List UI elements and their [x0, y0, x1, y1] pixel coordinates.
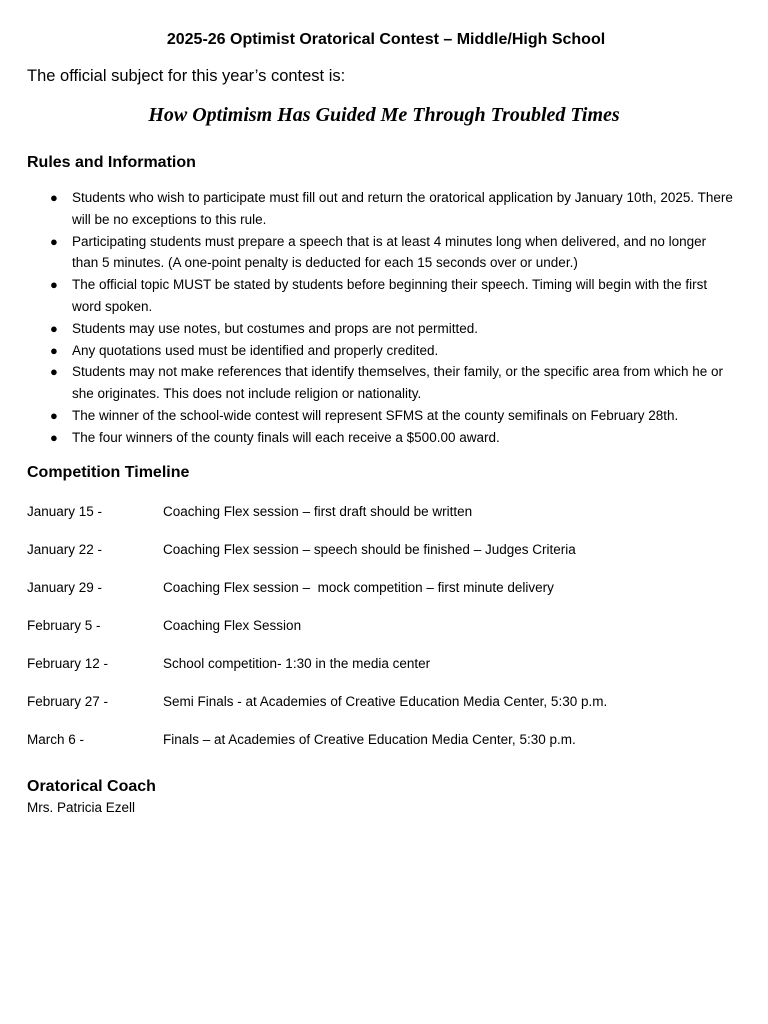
rule-item — [50, 231, 741, 275]
bullet-icon: ● — [50, 342, 58, 358]
timeline-date: January 22 - — [27, 541, 103, 557]
rule-item — [50, 405, 741, 427]
rule-text: Any quotations used must be identified and properly credited. — [72, 342, 439, 358]
rule-text: The winner of the school-wide contest will represent SFMS at the county semifinals on February 28th. — [72, 407, 679, 423]
rule-text: Students may use notes, but costumes and props are not permitted. — [72, 320, 478, 336]
intro-text: The official subject for this year’s contest is: — [27, 67, 346, 85]
document-title: 2025-26 Optimist Oratorical Contest – Middle/High School — [166, 31, 606, 48]
timeline-date: February 5 - — [27, 617, 101, 633]
rules-heading: Rules and Information — [27, 154, 196, 171]
timeline-description: Coaching Flex Session — [163, 617, 302, 633]
rule-item — [50, 187, 741, 231]
contest-subject: How Optimism Has Guided Me Through Troubled Times — [148, 104, 620, 126]
timeline-description: Semi Finals - at Academies of Creative Education Media Center, 5:30 p.m. — [163, 693, 608, 709]
rule-text: The official topic MUST be stated by students before beginning their speech. Timing will begin with the first word spoken. — [72, 277, 708, 314]
timeline-row — [27, 730, 741, 768]
rule-text: The four winners of the county finals will each receive a $500.00 award. — [72, 429, 500, 445]
rule-text: Students who wish to participate must fill out and return the oratorical application by January 10th, 2025. There will be no exceptions to this rule. — [72, 190, 733, 227]
timeline-date: February 12 - — [27, 655, 109, 671]
timeline-description: Coaching Flex session – first draft should be written — [163, 503, 473, 519]
timeline-row — [27, 616, 741, 654]
timeline-date: March 6 - — [27, 731, 85, 747]
rule-text: Participating students must prepare a speech that is at least 4 minutes long when delivered, and no longer than 5 minutes. (A one-point penalty is deducted for each 15 seconds over or under.) — [72, 233, 707, 271]
coach-name: Mrs. Patricia Ezell — [27, 799, 136, 815]
timeline-description: Coaching Flex session – speech should be finished – Judges Criteria — [163, 541, 576, 557]
timeline-date: February 27 - — [27, 693, 109, 709]
timeline-list — [27, 502, 741, 768]
bullet-icon: ● — [50, 320, 58, 336]
timeline-description: School competition- 1:30 in the media center — [163, 655, 431, 671]
rules-list — [27, 187, 741, 449]
coach-heading: Oratorical Coach — [27, 777, 156, 795]
bullet-icon: ● — [50, 429, 58, 445]
rule-item — [50, 274, 741, 318]
bullet-icon: ● — [50, 407, 58, 423]
timeline-description: Finals – at Academies of Creative Education Media Center, 5:30 p.m. — [163, 731, 576, 747]
timeline-row — [27, 540, 741, 578]
timeline-row — [27, 692, 741, 730]
timeline-heading: Competition Timeline — [27, 463, 190, 481]
rule-text: Students may not make references that identify themselves, their family, or the specific area from which he or she originates. This does not include religion or nationality. — [72, 364, 724, 402]
rule-item — [50, 361, 741, 405]
timeline-row — [27, 654, 741, 692]
timeline-row — [27, 578, 741, 616]
timeline-date: January 15 - — [27, 503, 103, 519]
timeline-description: Coaching Flex session – mock competition – first minute delivery — [163, 579, 554, 595]
bullet-icon: ● — [50, 233, 58, 249]
bullet-icon: ● — [50, 277, 58, 293]
bullet-icon: ● — [50, 190, 58, 205]
bullet-icon: ● — [50, 364, 58, 380]
timeline-date: January 29 - — [27, 579, 103, 595]
rule-item — [50, 318, 741, 340]
timeline-row — [27, 502, 741, 540]
rule-item — [50, 340, 741, 362]
rule-item — [50, 427, 741, 449]
